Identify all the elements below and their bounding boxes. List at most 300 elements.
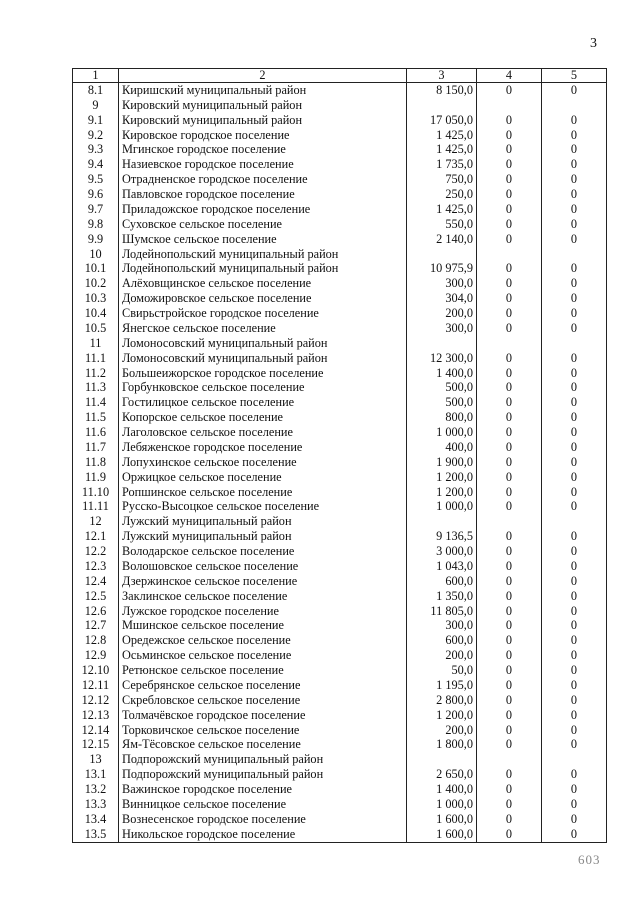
row-col4-cell: 0 bbox=[477, 321, 542, 336]
row-number-cell: 11.11 bbox=[73, 500, 119, 515]
table-row bbox=[73, 559, 607, 574]
row-col5-cell: 0 bbox=[542, 276, 607, 291]
table-row bbox=[73, 619, 607, 634]
table-row bbox=[73, 98, 607, 113]
row-col5-cell: 0 bbox=[542, 633, 607, 648]
row-number-cell: 9.7 bbox=[73, 202, 119, 217]
row-number-cell: 12.12 bbox=[73, 693, 119, 708]
row-number-cell: 9.6 bbox=[73, 187, 119, 202]
row-col4-cell: 0 bbox=[477, 187, 542, 202]
row-col5-cell: 0 bbox=[542, 440, 607, 455]
row-col4-cell bbox=[477, 247, 542, 262]
row-number-cell: 9.1 bbox=[73, 113, 119, 128]
row-amount-cell: 400,0 bbox=[407, 440, 477, 455]
row-col4-cell: 0 bbox=[477, 395, 542, 410]
row-name-cell: Никольское городское поселение bbox=[119, 827, 407, 842]
row-name-cell: Копорское сельское поселение bbox=[119, 410, 407, 425]
row-col5-cell: 0 bbox=[542, 306, 607, 321]
row-col5-cell: 0 bbox=[542, 693, 607, 708]
row-name-cell: Свирьстройское городское поселение bbox=[119, 306, 407, 321]
row-number-cell: 10.3 bbox=[73, 291, 119, 306]
row-amount-cell: 1 800,0 bbox=[407, 738, 477, 753]
row-number-cell: 13.5 bbox=[73, 827, 119, 842]
row-amount-cell bbox=[407, 98, 477, 113]
row-number-cell: 12.4 bbox=[73, 574, 119, 589]
row-col4-cell: 0 bbox=[477, 202, 542, 217]
table-row bbox=[73, 217, 607, 232]
header-col-1: 1 bbox=[73, 69, 119, 83]
table-header-row bbox=[73, 69, 607, 83]
row-name-cell: Киришский муниципальный район bbox=[119, 83, 407, 98]
row-number-cell: 9 bbox=[73, 98, 119, 113]
row-col5-cell: 0 bbox=[542, 574, 607, 589]
row-col4-cell: 0 bbox=[477, 693, 542, 708]
row-name-cell: Отрадненское городское поселение bbox=[119, 172, 407, 187]
row-number-cell: 8.1 bbox=[73, 83, 119, 98]
row-amount-cell: 2 140,0 bbox=[407, 232, 477, 247]
row-col4-cell: 0 bbox=[477, 633, 542, 648]
row-name-cell: Скребловское сельское поселение bbox=[119, 693, 407, 708]
row-col4-cell: 0 bbox=[477, 708, 542, 723]
row-number-cell: 13.4 bbox=[73, 812, 119, 827]
row-col4-cell: 0 bbox=[477, 663, 542, 678]
row-name-cell: Ломоносовский муниципальный район bbox=[119, 336, 407, 351]
row-number-cell: 12.1 bbox=[73, 529, 119, 544]
row-number-cell: 13.3 bbox=[73, 797, 119, 812]
row-col4-cell: 0 bbox=[477, 262, 542, 277]
row-number-cell: 9.2 bbox=[73, 128, 119, 143]
row-col4-cell: 0 bbox=[477, 440, 542, 455]
row-amount-cell: 17 050,0 bbox=[407, 113, 477, 128]
row-col4-cell: 0 bbox=[477, 648, 542, 663]
row-number-cell: 10.4 bbox=[73, 306, 119, 321]
row-amount-cell: 1 200,0 bbox=[407, 708, 477, 723]
row-col5-cell: 0 bbox=[542, 366, 607, 381]
row-number-cell: 9.3 bbox=[73, 143, 119, 158]
row-col4-cell: 0 bbox=[477, 470, 542, 485]
row-col4-cell: 0 bbox=[477, 128, 542, 143]
row-amount-cell bbox=[407, 514, 477, 529]
row-number-cell: 12.7 bbox=[73, 619, 119, 634]
row-number-cell: 11.7 bbox=[73, 440, 119, 455]
table-row bbox=[73, 500, 607, 515]
row-amount-cell: 1 000,0 bbox=[407, 500, 477, 515]
row-col5-cell: 0 bbox=[542, 470, 607, 485]
row-number-cell: 12.14 bbox=[73, 723, 119, 738]
table-row bbox=[73, 455, 607, 470]
row-number-cell: 10 bbox=[73, 247, 119, 262]
row-name-cell: Назиевское городское поселение bbox=[119, 157, 407, 172]
table-row bbox=[73, 113, 607, 128]
row-col5-cell: 0 bbox=[542, 812, 607, 827]
table-row bbox=[73, 470, 607, 485]
row-col5-cell: 0 bbox=[542, 485, 607, 500]
row-number-cell: 9.8 bbox=[73, 217, 119, 232]
row-number-cell: 10.5 bbox=[73, 321, 119, 336]
row-col4-cell: 0 bbox=[477, 366, 542, 381]
table-row bbox=[73, 604, 607, 619]
row-col5-cell: 0 bbox=[542, 827, 607, 842]
row-col5-cell: 0 bbox=[542, 187, 607, 202]
row-col4-cell: 0 bbox=[477, 306, 542, 321]
row-amount-cell: 3 000,0 bbox=[407, 544, 477, 559]
row-name-cell: Гостилицкое сельское поселение bbox=[119, 395, 407, 410]
row-number-cell: 12.9 bbox=[73, 648, 119, 663]
row-col5-cell: 0 bbox=[542, 604, 607, 619]
row-amount-cell bbox=[407, 336, 477, 351]
table-row bbox=[73, 172, 607, 187]
row-col4-cell: 0 bbox=[477, 574, 542, 589]
row-col4-cell: 0 bbox=[477, 827, 542, 842]
table-row bbox=[73, 485, 607, 500]
row-col5-cell: 0 bbox=[542, 559, 607, 574]
row-col5-cell: 0 bbox=[542, 738, 607, 753]
row-amount-cell: 1 425,0 bbox=[407, 202, 477, 217]
row-number-cell: 11 bbox=[73, 336, 119, 351]
row-amount-cell: 600,0 bbox=[407, 633, 477, 648]
row-name-cell: Дзержинское сельское поселение bbox=[119, 574, 407, 589]
page-number: 3 bbox=[590, 36, 597, 51]
row-amount-cell: 550,0 bbox=[407, 217, 477, 232]
row-amount-cell: 300,0 bbox=[407, 276, 477, 291]
row-amount-cell: 750,0 bbox=[407, 172, 477, 187]
row-number-cell: 12.2 bbox=[73, 544, 119, 559]
row-col4-cell bbox=[477, 336, 542, 351]
table-row bbox=[73, 410, 607, 425]
row-col5-cell: 0 bbox=[542, 529, 607, 544]
row-name-cell: Торковичское сельское поселение bbox=[119, 723, 407, 738]
table-row bbox=[73, 202, 607, 217]
header-col-3: 3 bbox=[407, 69, 477, 83]
table-row bbox=[73, 262, 607, 277]
row-amount-cell: 300,0 bbox=[407, 321, 477, 336]
row-name-cell: Подпорожский муниципальный район bbox=[119, 752, 407, 767]
row-amount-cell: 200,0 bbox=[407, 723, 477, 738]
table-row bbox=[73, 663, 607, 678]
row-name-cell: Толмачёвское городское поселение bbox=[119, 708, 407, 723]
row-col4-cell: 0 bbox=[477, 455, 542, 470]
row-number-cell: 12.8 bbox=[73, 633, 119, 648]
row-name-cell: Русско-Высоцкое сельское поселение bbox=[119, 500, 407, 515]
table-body bbox=[73, 83, 607, 843]
row-number-cell: 12.11 bbox=[73, 678, 119, 693]
table-row bbox=[73, 143, 607, 158]
row-name-cell: Приладожское городское поселение bbox=[119, 202, 407, 217]
table-row bbox=[73, 440, 607, 455]
row-col5-cell: 0 bbox=[542, 202, 607, 217]
row-col5-cell: 0 bbox=[542, 723, 607, 738]
table-row bbox=[73, 574, 607, 589]
row-col5-cell: 0 bbox=[542, 589, 607, 604]
row-name-cell: Доможировское сельское поселение bbox=[119, 291, 407, 306]
table-row bbox=[73, 336, 607, 351]
table-row bbox=[73, 693, 607, 708]
table-row bbox=[73, 589, 607, 604]
row-col4-cell: 0 bbox=[477, 143, 542, 158]
row-name-cell: Горбунковское сельское поселение bbox=[119, 381, 407, 396]
row-number-cell: 11.3 bbox=[73, 381, 119, 396]
row-amount-cell: 800,0 bbox=[407, 410, 477, 425]
table-row bbox=[73, 767, 607, 782]
row-col5-cell: 0 bbox=[542, 619, 607, 634]
row-name-cell: Заклинское сельское поселение bbox=[119, 589, 407, 604]
header-col-4: 4 bbox=[477, 69, 542, 83]
row-col4-cell: 0 bbox=[477, 157, 542, 172]
row-amount-cell: 50,0 bbox=[407, 663, 477, 678]
row-number-cell: 10.2 bbox=[73, 276, 119, 291]
table-row bbox=[73, 187, 607, 202]
row-number-cell: 11.8 bbox=[73, 455, 119, 470]
row-amount-cell: 1 043,0 bbox=[407, 559, 477, 574]
row-name-cell: Ретюнское сельское поселение bbox=[119, 663, 407, 678]
row-name-cell: Шумское сельское поселение bbox=[119, 232, 407, 247]
table-row bbox=[73, 425, 607, 440]
row-number-cell: 11.9 bbox=[73, 470, 119, 485]
row-col5-cell bbox=[542, 752, 607, 767]
row-amount-cell: 1 400,0 bbox=[407, 366, 477, 381]
row-name-cell: Лодейнопольский муниципальный район bbox=[119, 262, 407, 277]
row-col5-cell: 0 bbox=[542, 797, 607, 812]
row-col4-cell: 0 bbox=[477, 410, 542, 425]
row-amount-cell: 500,0 bbox=[407, 395, 477, 410]
row-number-cell: 12 bbox=[73, 514, 119, 529]
table-row bbox=[73, 306, 607, 321]
row-amount-cell: 1 200,0 bbox=[407, 485, 477, 500]
row-col4-cell: 0 bbox=[477, 604, 542, 619]
row-col4-cell: 0 bbox=[477, 678, 542, 693]
row-name-cell: Ропшинское сельское поселение bbox=[119, 485, 407, 500]
row-amount-cell: 304,0 bbox=[407, 291, 477, 306]
row-col4-cell: 0 bbox=[477, 782, 542, 797]
row-amount-cell: 1 195,0 bbox=[407, 678, 477, 693]
row-number-cell: 12.3 bbox=[73, 559, 119, 574]
table-row bbox=[73, 708, 607, 723]
row-amount-cell: 1 425,0 bbox=[407, 143, 477, 158]
table-row bbox=[73, 648, 607, 663]
row-col5-cell bbox=[542, 98, 607, 113]
table-row bbox=[73, 232, 607, 247]
row-col4-cell: 0 bbox=[477, 83, 542, 98]
row-name-cell: Янегское сельское поселение bbox=[119, 321, 407, 336]
row-amount-cell: 1 735,0 bbox=[407, 157, 477, 172]
row-col5-cell bbox=[542, 247, 607, 262]
row-amount-cell: 1 200,0 bbox=[407, 470, 477, 485]
row-col5-cell: 0 bbox=[542, 663, 607, 678]
row-number-cell: 13.2 bbox=[73, 782, 119, 797]
row-name-cell: Павловское городское поселение bbox=[119, 187, 407, 202]
row-col5-cell bbox=[542, 514, 607, 529]
row-amount-cell: 600,0 bbox=[407, 574, 477, 589]
row-col4-cell: 0 bbox=[477, 351, 542, 366]
row-col4-cell: 0 bbox=[477, 485, 542, 500]
row-amount-cell: 500,0 bbox=[407, 381, 477, 396]
row-amount-cell: 12 300,0 bbox=[407, 351, 477, 366]
row-col4-cell: 0 bbox=[477, 232, 542, 247]
row-col5-cell: 0 bbox=[542, 113, 607, 128]
row-number-cell: 12.5 bbox=[73, 589, 119, 604]
row-col4-cell: 0 bbox=[477, 276, 542, 291]
row-amount-cell: 250,0 bbox=[407, 187, 477, 202]
table-row bbox=[73, 366, 607, 381]
row-name-cell: Лужский муниципальный район bbox=[119, 529, 407, 544]
row-number-cell: 13 bbox=[73, 752, 119, 767]
table-row bbox=[73, 381, 607, 396]
row-amount-cell: 10 975,9 bbox=[407, 262, 477, 277]
table-row bbox=[73, 812, 607, 827]
row-col4-cell: 0 bbox=[477, 589, 542, 604]
row-col5-cell: 0 bbox=[542, 381, 607, 396]
row-number-cell: 9.9 bbox=[73, 232, 119, 247]
row-col5-cell: 0 bbox=[542, 321, 607, 336]
row-col4-cell: 0 bbox=[477, 291, 542, 306]
table-row bbox=[73, 247, 607, 262]
row-number-cell: 11.10 bbox=[73, 485, 119, 500]
row-number-cell: 11.4 bbox=[73, 395, 119, 410]
row-col5-cell: 0 bbox=[542, 648, 607, 663]
row-col5-cell: 0 bbox=[542, 544, 607, 559]
row-name-cell: Володарское сельское поселение bbox=[119, 544, 407, 559]
row-col5-cell: 0 bbox=[542, 128, 607, 143]
row-col5-cell: 0 bbox=[542, 83, 607, 98]
row-number-cell: 10.1 bbox=[73, 262, 119, 277]
row-name-cell: Волошовское сельское поселение bbox=[119, 559, 407, 574]
row-amount-cell: 1 000,0 bbox=[407, 425, 477, 440]
table-row bbox=[73, 128, 607, 143]
row-amount-cell: 2 650,0 bbox=[407, 767, 477, 782]
row-col4-cell bbox=[477, 98, 542, 113]
table-row bbox=[73, 723, 607, 738]
table-row bbox=[73, 827, 607, 842]
row-col4-cell: 0 bbox=[477, 767, 542, 782]
row-col5-cell: 0 bbox=[542, 157, 607, 172]
row-number-cell: 9.5 bbox=[73, 172, 119, 187]
row-number-cell: 11.2 bbox=[73, 366, 119, 381]
row-amount-cell bbox=[407, 752, 477, 767]
table-row bbox=[73, 529, 607, 544]
row-col5-cell: 0 bbox=[542, 351, 607, 366]
row-col5-cell: 0 bbox=[542, 217, 607, 232]
table-row bbox=[73, 633, 607, 648]
row-col4-cell: 0 bbox=[477, 723, 542, 738]
row-col4-cell: 0 bbox=[477, 381, 542, 396]
row-col4-cell: 0 bbox=[477, 172, 542, 187]
header-col-5: 5 bbox=[542, 69, 607, 83]
row-amount-cell: 1 400,0 bbox=[407, 782, 477, 797]
row-amount-cell: 200,0 bbox=[407, 306, 477, 321]
table-row bbox=[73, 395, 607, 410]
row-col4-cell: 0 bbox=[477, 559, 542, 574]
row-name-cell: Серебрянское сельское поселение bbox=[119, 678, 407, 693]
row-col4-cell: 0 bbox=[477, 619, 542, 634]
table-row bbox=[73, 544, 607, 559]
row-col5-cell: 0 bbox=[542, 767, 607, 782]
table-row bbox=[73, 514, 607, 529]
table-row bbox=[73, 797, 607, 812]
row-amount-cell: 200,0 bbox=[407, 648, 477, 663]
row-col4-cell: 0 bbox=[477, 544, 542, 559]
row-amount-cell bbox=[407, 247, 477, 262]
row-amount-cell: 1 600,0 bbox=[407, 827, 477, 842]
row-name-cell: Важинское городское поселение bbox=[119, 782, 407, 797]
row-col5-cell: 0 bbox=[542, 410, 607, 425]
table-row bbox=[73, 276, 607, 291]
row-number-cell: 12.13 bbox=[73, 708, 119, 723]
row-col5-cell: 0 bbox=[542, 291, 607, 306]
row-col4-cell bbox=[477, 752, 542, 767]
table-row bbox=[73, 752, 607, 767]
row-col5-cell: 0 bbox=[542, 455, 607, 470]
row-amount-cell: 1 350,0 bbox=[407, 589, 477, 604]
row-amount-cell: 1 425,0 bbox=[407, 128, 477, 143]
row-name-cell: Винницкое сельское поселение bbox=[119, 797, 407, 812]
table-row bbox=[73, 157, 607, 172]
row-name-cell: Большеижорское городское поселение bbox=[119, 366, 407, 381]
row-name-cell: Оредежское сельское поселение bbox=[119, 633, 407, 648]
row-amount-cell: 9 136,5 bbox=[407, 529, 477, 544]
row-name-cell: Ям-Тёсовское сельское поселение bbox=[119, 738, 407, 753]
table-row bbox=[73, 291, 607, 306]
table-row bbox=[73, 321, 607, 336]
row-col5-cell: 0 bbox=[542, 262, 607, 277]
row-name-cell: Лебяженское городское поселение bbox=[119, 440, 407, 455]
row-amount-cell: 1 900,0 bbox=[407, 455, 477, 470]
row-name-cell: Лужский муниципальный район bbox=[119, 514, 407, 529]
row-col4-cell bbox=[477, 514, 542, 529]
row-col5-cell: 0 bbox=[542, 708, 607, 723]
row-name-cell: Подпорожский муниципальный район bbox=[119, 767, 407, 782]
row-number-cell: 13.1 bbox=[73, 767, 119, 782]
table-row bbox=[73, 678, 607, 693]
row-number-cell: 11.5 bbox=[73, 410, 119, 425]
allocation-table bbox=[72, 68, 607, 843]
table-row bbox=[73, 738, 607, 753]
row-name-cell: Алёховщинское сельское поселение bbox=[119, 276, 407, 291]
row-col5-cell: 0 bbox=[542, 425, 607, 440]
row-col4-cell: 0 bbox=[477, 812, 542, 827]
row-name-cell: Кировский муниципальный район bbox=[119, 98, 407, 113]
row-number-cell: 11.1 bbox=[73, 351, 119, 366]
row-col5-cell: 0 bbox=[542, 395, 607, 410]
row-name-cell: Оржицкое сельское поселение bbox=[119, 470, 407, 485]
row-col5-cell: 0 bbox=[542, 782, 607, 797]
row-number-cell: 9.4 bbox=[73, 157, 119, 172]
row-number-cell: 11.6 bbox=[73, 425, 119, 440]
row-name-cell: Вознесенское городское поселение bbox=[119, 812, 407, 827]
row-name-cell: Лаголовское сельское поселение bbox=[119, 425, 407, 440]
row-col5-cell: 0 bbox=[542, 232, 607, 247]
row-name-cell: Мгинское городское поселение bbox=[119, 143, 407, 158]
header-col-2: 2 bbox=[119, 69, 407, 83]
row-number-cell: 12.15 bbox=[73, 738, 119, 753]
row-col4-cell: 0 bbox=[477, 738, 542, 753]
row-col5-cell: 0 bbox=[542, 143, 607, 158]
row-col4-cell: 0 bbox=[477, 425, 542, 440]
row-name-cell: Лужское городское поселение bbox=[119, 604, 407, 619]
row-amount-cell: 1 000,0 bbox=[407, 797, 477, 812]
row-number-cell: 12.6 bbox=[73, 604, 119, 619]
row-col5-cell: 0 bbox=[542, 172, 607, 187]
row-col4-cell: 0 bbox=[477, 113, 542, 128]
row-name-cell: Лопухинское сельское поселение bbox=[119, 455, 407, 470]
row-col4-cell: 0 bbox=[477, 500, 542, 515]
page-stamp-mark: 603 bbox=[578, 852, 601, 867]
row-amount-cell: 300,0 bbox=[407, 619, 477, 634]
row-name-cell: Суховское сельское поселение bbox=[119, 217, 407, 232]
row-col5-cell: 0 bbox=[542, 678, 607, 693]
row-name-cell: Мшинское сельское поселение bbox=[119, 619, 407, 634]
row-col4-cell: 0 bbox=[477, 217, 542, 232]
row-col5-cell bbox=[542, 336, 607, 351]
